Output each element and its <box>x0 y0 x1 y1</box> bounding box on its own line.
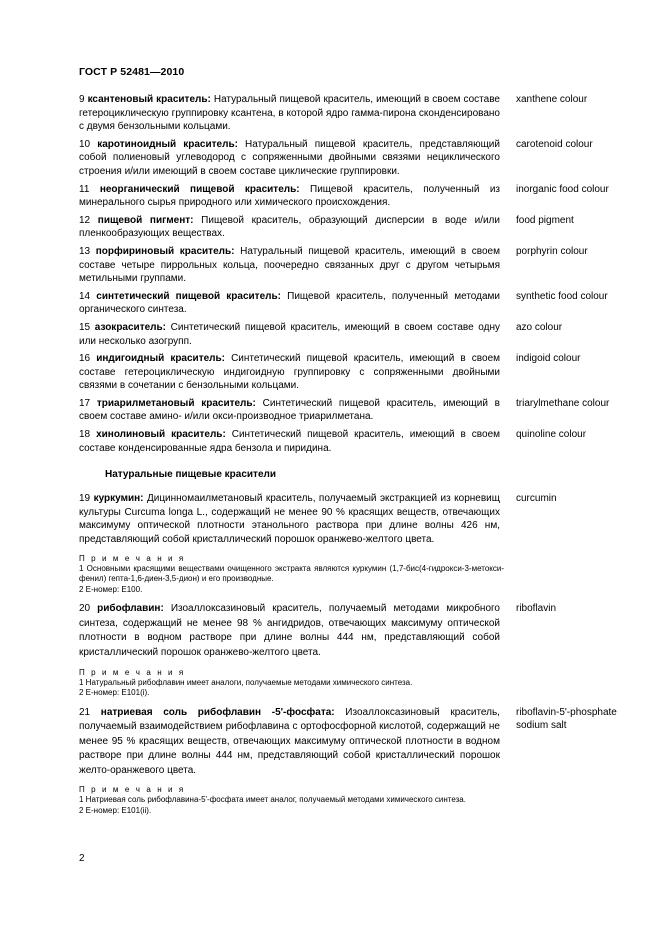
term-english: riboflavin <box>515 603 557 615</box>
term-english: synthetic food colour <box>515 290 608 302</box>
note: 2 Е-номер: Е101(i). <box>79 688 150 697</box>
term-definition: 12 пищевой пигмент: Пищевой краситель, образующий дисперсии в воде и/или пленкообразующих веществах. <box>79 214 500 240</box>
term-name: азокраситель: <box>94 321 166 333</box>
notes-title: П р и м е ч а н и я <box>79 667 186 677</box>
term-english: inorganic food colour <box>515 183 609 195</box>
terms-list <box>79 93 619 455</box>
term-name: хинолиновый краситель: <box>96 429 226 441</box>
term-definition: 17 триарилметановый краситель: Синтетический пищевой краситель, имеющий в своем составе амино- и/или окси-производное триарилметана. <box>79 397 500 423</box>
term-english: curcumin <box>515 493 557 505</box>
term-entry-16 <box>79 352 619 393</box>
term-definition: 9 ксантеновый краситель: Натуральный пищевой краситель, имеющий в своем составе гетероциклическую группировку ксантена, в которой ядро гамма-пирона сконденсировано с двумя бензольными кольцами. <box>79 94 500 133</box>
note: 2 Е-номер: Е101(ii). <box>79 805 152 815</box>
term-entry-13 <box>79 245 619 286</box>
term-english: triarylmethane colour <box>515 397 610 409</box>
term-name: неорганический пищевой краситель: <box>99 183 300 195</box>
term-english: quinoline colour <box>515 429 587 441</box>
notes-19 <box>79 553 504 596</box>
page-content <box>79 93 619 823</box>
term-name: рибофлавин: <box>97 603 164 615</box>
term-definition: 20 рибофлавин: Изоаллоксазиновый краситель, получаемый методами микробного синтеза, содержащий не менее 98 % ангидридов, отвечающих максимуму оптической плотности в водном растворе при длине волны 444 нм, представляющий собой кристаллический порошок оранжево-желтого цвета. <box>79 603 500 658</box>
term-definition: 16 индигоидный краситель: Синтетический пищевой краситель, имеющий в своем составе гетероциклическую индигоидную группировку с сопряженными двойными связями в сочетании с бензольными кольцами. <box>79 353 500 392</box>
term-definition: 14 синтетический пищевой краситель: Пищевой краситель, полученный методами органического синтеза. <box>79 290 500 316</box>
term-definition: 10 каротиноидный краситель: Натуральный пищевой краситель, представляющий собой полиеновый углеводород с сопряженными двойными связями нециклического строения и/или имеющий в своем составе циклические группировки. <box>79 138 500 177</box>
notes-21 <box>79 784 504 816</box>
term-english: indigoid colour <box>515 353 581 365</box>
term-name: порфириновый краситель: <box>95 245 235 257</box>
term-entry-17 <box>79 397 619 424</box>
term-definition: 18 хинолиновый краситель: Синтетический пищевой краситель, имеющий в своем составе конденсированные ядра бензола и пиридина. <box>79 429 501 454</box>
term-entry-9 <box>79 93 619 134</box>
term-definition: 11 неорганический пищевой краситель: Пищевой краситель, полученный из минерального сырья природного или химического происхождения. <box>79 183 500 209</box>
term-english: xanthene colour <box>515 94 588 105</box>
note: 1 Основными красящими веществами очищенного экстракта являются куркумин (1,7-бис(4-гидрокси-3-метокси-фенил) гепта-1,6-диен-3,5-дион) и его производные. <box>79 563 504 584</box>
notes-20 <box>79 667 504 699</box>
term-english: porphyrin colour <box>515 245 588 257</box>
term-entry-18 <box>79 428 619 455</box>
term-name: индигоидный краситель: <box>96 353 225 365</box>
notes-title: П р и м е ч а н и я <box>79 553 186 563</box>
term-entry-20 <box>79 602 619 660</box>
term-entry-12 <box>79 214 619 241</box>
term-name: каротиноидный краситель: <box>97 138 238 150</box>
note: 1 Натуральный рибофлавин имеет аналоги, получаемые методами химического синтеза. <box>79 677 413 687</box>
term-name: пищевой пигмент: <box>97 214 194 226</box>
term-entry-14 <box>79 290 619 317</box>
term-definition: 13 порфириновый краситель: Натуральный пищевой краситель, имеющий в своем составе четыре пиррольных кольца, поочередно связанных друг с другом четырьмя метильными группами. <box>79 245 500 285</box>
page-number: 2 <box>79 853 85 864</box>
term-name: натриевая соль рибофлавин -5'-фосфата: <box>100 706 335 718</box>
notes-title: П р и м е ч а н и я <box>79 785 186 795</box>
term-definition: 21 натриевая соль рибофлавин -5'-фосфата: Изоаллоксазиновый краситель, получаемый взаимодействием рибофлавина с ортофосфорной кислотой, содержащий не менее 95 % красящих веществ, отвечающих максимуму оптической плотности в водном растворе при длине волны 444 нм, представляющий собой кристаллический порошок желто-оранжевого цвета. <box>79 706 500 776</box>
term-entry-11 <box>79 183 619 210</box>
term-name: триарилметановый краситель: <box>96 397 256 409</box>
term-definition: 15 азокраситель: Синтетический пищевой краситель, имеющий в своем составе одну или несколько азогрупп. <box>79 321 501 347</box>
term-entry-21 <box>79 706 619 779</box>
term-entry-19 <box>79 492 619 546</box>
document-header: ГОСТ Р 52481—2010 <box>79 66 185 78</box>
term-english: riboflavin-5'-phosphate sodium salt <box>515 706 617 732</box>
term-entry-10 <box>79 138 619 179</box>
term-english: carotenoid colour <box>515 138 593 150</box>
term-name: ксантеновый краситель: <box>87 94 211 105</box>
term-name: куркумин: <box>93 493 144 505</box>
term-name: синтетический пищевой краситель: <box>96 290 281 302</box>
term-english: food pigment <box>515 214 574 226</box>
term-entry-15 <box>79 321 619 348</box>
section-title: Натуральные пищевые красители <box>105 469 277 481</box>
term-definition: 19 куркумин: Дицинномаилметановый краситель, получаемый экстракцией из корневищ культуры Curcuma longa L., содержащий не менее 90 % красящих веществ, отвечающих максимуму оптической плотности этанольного раствора при длине волны 426 нм, представляющий собой кристаллический порошок оранжево-желтого цвета. <box>79 493 500 546</box>
term-english: azo colour <box>515 321 563 333</box>
note: 1 Натриевая соль рибофлавина-5'-фосфата имеет аналог, получаемый методами химического синтеза. <box>79 795 466 805</box>
note: 2 Е-номер: Е100. <box>79 584 143 594</box>
